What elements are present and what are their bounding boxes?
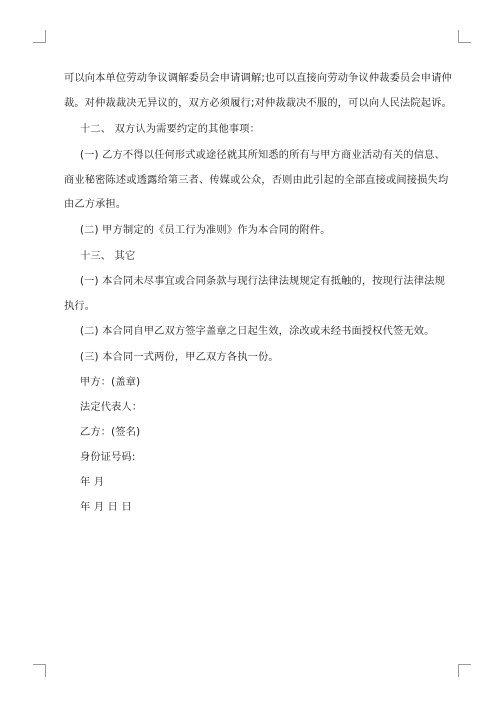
text-line: (一) 乙方不得以任何形式或途径就其所知悉的所有与甲方商业活动有关的信息、 — [80, 150, 445, 161]
signature-party-b: 乙方：(签名) — [80, 427, 141, 438]
signature-party-a: 甲方：(盖章) — [80, 377, 141, 388]
section-heading: 十二、 双方认为需要约定的其他事项： — [80, 124, 261, 135]
id-number: 身份证号码: — [80, 452, 136, 463]
date-line: 年 月 — [80, 477, 105, 488]
text-line: (一) 本合同未尽事宜或合同条款与现行法律法规规定有抵触的，按现行法律法规 — [80, 276, 445, 287]
text-line: (二) 甲方制定的《员工行为准则》作为本合同的附件。 — [80, 225, 331, 236]
text-line: (三) 本合同一式两份，甲乙双方各执一份。 — [80, 352, 279, 363]
date-line: 年 月 日 日 — [80, 502, 132, 513]
section-heading: 十三、 其它 — [80, 251, 136, 262]
text-line: 可以向本单位劳动争议调解委员会申请调解;也可以直接向劳动争议仲裁委员会申请仲 — [64, 73, 452, 84]
crop-mark-bottom-left — [33, 664, 46, 677]
crop-mark-bottom-right — [458, 664, 471, 677]
text-line: 商业秘密陈述或透露给第三者、传媒或公众，否则由此引起的全部直接或间接损失均 — [64, 175, 449, 186]
legal-representative: 法定代表人： — [80, 402, 143, 413]
text-line: 由乙方承担。 — [64, 199, 127, 210]
crop-mark-top-left — [33, 30, 46, 43]
crop-mark-top-right — [458, 30, 471, 43]
text-line: 裁。对仲裁裁决无异议的，双方必须履行;对仲裁裁决不服的，可以向人民法院起诉。 — [64, 98, 452, 109]
text-line: (二) 本合同自甲乙双方签字盖章之日起生效，涂改或未经书面授权代签无效。 — [80, 326, 435, 337]
text-line: 执行。 — [64, 301, 96, 312]
